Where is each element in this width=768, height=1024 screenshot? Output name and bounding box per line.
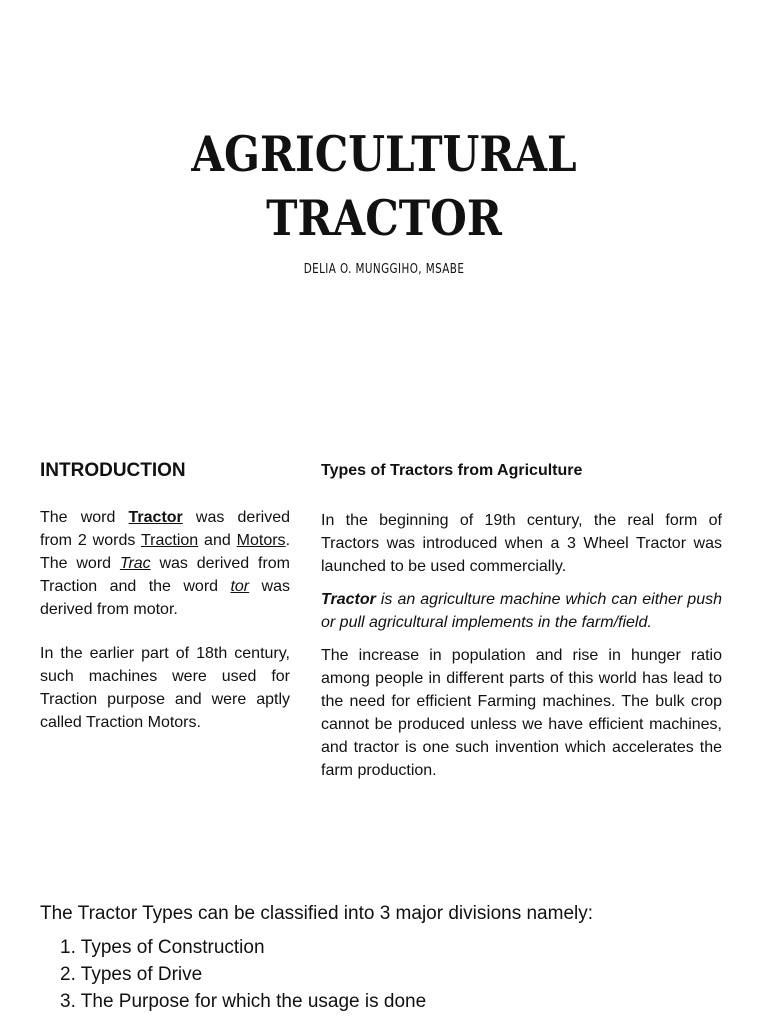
text-run: . The word	[40, 532, 291, 572]
introduction-paragraph-2: In the earlier part of 18th century, such machines were used for Traction purpose and were aptly called Traction Motors.	[40, 645, 290, 731]
types-paragraph-3: The increase in population and rise in hunger ratio among people in different parts of this world has lead to the need for efficient Farming machines. The bulk crop cannot be produced unless we have efficient machines, and tractor is one such invention which accelerates the farm production.	[321, 647, 722, 779]
types-paragraph-1: In the beginning of 19th century, the real form of Tractors was introduced when a 3 Wheel Tractor was launched to be used commercially.	[321, 512, 722, 575]
introduction-column	[40, 458, 290, 734]
list-item: 1. Types of Construction	[60, 937, 265, 958]
author-line: DELIA O. MUNGGIHO, MSABE	[303, 262, 465, 277]
document-title	[54, 122, 714, 250]
term-motors: Motors	[236, 532, 286, 549]
text-run: was derived from Traction and the word	[40, 555, 291, 595]
classification-list	[40, 934, 740, 1015]
term-tor: tor	[230, 578, 250, 595]
classification-section	[40, 900, 740, 1015]
classification-intro: The Tractor Types can be classified into 3 major divisions namely:	[40, 903, 594, 924]
term-traction: Traction	[140, 532, 199, 549]
introduction-heading: INTRODUCTION	[40, 460, 186, 481]
term-trac: Trac	[119, 555, 151, 572]
types-column	[321, 458, 722, 782]
text-run: was derived from motor.	[40, 578, 290, 618]
text-run: The word	[40, 509, 129, 526]
title-line-2: TRACTOR	[266, 189, 502, 247]
term-tractor-bold: Tractor	[321, 591, 376, 608]
introduction-paragraph-1	[40, 506, 290, 621]
title-line-1: AGRICULTURAL	[191, 125, 577, 183]
types-paragraph-2	[321, 588, 722, 634]
list-item: 3. The Purpose for which the usage is done	[60, 991, 427, 1012]
list-item: 2. Types of Drive	[60, 964, 203, 985]
term-tractor: Tractor	[128, 509, 183, 526]
text-run: and	[198, 532, 237, 549]
text-run: is an agriculture machine which can either push or pull agricultural implements in the farm/field.	[321, 591, 722, 631]
text-run: was derived from 2 words	[40, 509, 290, 549]
types-heading: Types of Tractors from Agriculture	[321, 462, 583, 479]
